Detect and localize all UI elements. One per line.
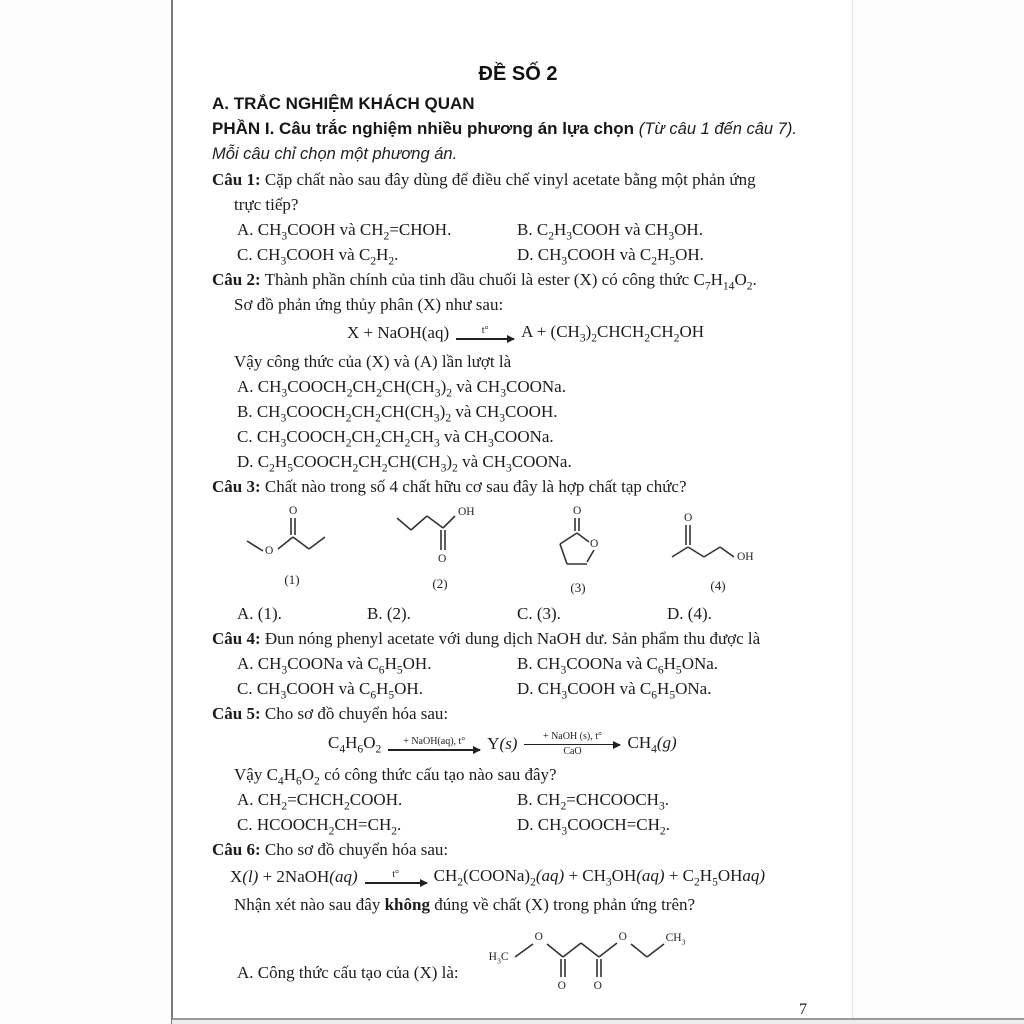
q1-option-a: A. $CH_3COOH$ và $CH_2=CHOH$. (237, 220, 452, 243)
structure-4-caption: (4) (710, 578, 726, 593)
q3-structures-row (242, 505, 824, 601)
q4-option-d: D. $CH_3COOH$ và $C_6H_5ONa$. (517, 679, 712, 702)
part1-heading-note: (Từ câu 1 đến câu 7). (638, 120, 797, 138)
page-title: ĐỀ SỐ 2 (478, 63, 558, 85)
q2-option-d: D. $C_2H_5COOCH_2CH_2CH(CH_3)_2$ và $CH_3COONa$. (237, 452, 572, 475)
q5-arrow-2-condition-bottom: CaO (563, 746, 582, 758)
page-right-border (852, 0, 853, 1024)
part1-heading (212, 117, 824, 143)
s1-ester-oxygen-label: O (265, 545, 274, 557)
q6-option-a-row (237, 921, 824, 997)
q5-options-row1 (237, 787, 824, 812)
q4-option-c: C. $CH_3COOH$ và $C_6H_5OH$. (237, 679, 423, 702)
q2-arrow-line (456, 338, 514, 340)
q5-text-line2: Vậy $C_4H_6O_2$ có công thức cấu tạo nào sau đây? (234, 765, 557, 788)
structure-2-block (394, 505, 486, 592)
q6-arrow-line (365, 882, 427, 884)
q5-arrow-1-line (388, 749, 480, 751)
q2-arrow-condition: t° (481, 325, 489, 337)
q1-options-row2 (237, 242, 824, 267)
q6-text-line2: Nhận xét nào sau đây không đúng về chất (X) trong phản ứng trên? (234, 895, 696, 914)
q6-reaction-arrow (365, 869, 427, 885)
q1-text-line1: Câu 1: Cặp chất nào sau đây dùng để điều chế vinyl acetate bằng một phản ứng (212, 170, 756, 189)
s1-carbonyl-oxygen-label: O (289, 505, 298, 517)
s2-carbonyl-oxygen-label: O (438, 553, 447, 565)
q5-scheme-mid: Y(s) (487, 734, 518, 753)
sx-ester-oxygen-right-label: O (618, 931, 627, 943)
q2-option-a: A. $CH_3COOCH_2CH_2CH(CH_3)_2$ và $CH_3COONa$. (237, 377, 566, 400)
q6-eq-left: X(l) + 2NaOH(aq) (230, 867, 358, 886)
q4-option-a: A. $CH_3COONa$ và $C_6H_5OH$. (237, 654, 432, 677)
q5-arrow-1-condition: + NaOH(aq), t° (403, 736, 466, 748)
q5-scheme-end: $CH_4(g)$ (627, 732, 677, 756)
sx-ester-oxygen-left-label: O (534, 931, 543, 943)
q1-option-c: C. $CH_3COOH$ và $C_2H_2$. (237, 245, 399, 268)
structure-4-hydroxy-ketone (668, 505, 768, 575)
structure-4-bonds (668, 505, 768, 575)
s2-hydroxyl-label: OH (458, 506, 475, 518)
q2-text-line3: Vậy công thức của (X) và (A) lần lượt là (234, 352, 512, 371)
structure-2-butanoic-acid (394, 505, 486, 573)
q5-scheme-start: $C_4H_6O_2$ (328, 732, 382, 756)
q2-eq-left: X + NaOH(aq) (347, 323, 450, 342)
q2-reaction-equation (347, 317, 824, 349)
q6-eq-right: $CH_2(COONa)_2(aq) + CH_3OH(aq)$ + $C_2H_5OHaq$) (433, 865, 766, 889)
q2-text-line1: Câu 2: Thành phần chính của tinh dầu chuối là ester (X) có công thức $C_7H_{14}O_2$. (212, 270, 757, 293)
q6-option-a-label: A. Công thức cấu tạo của (X) là: (237, 963, 459, 982)
q6-arrow-condition: t° (392, 869, 400, 881)
structure-1-caption: (1) (284, 572, 300, 587)
q5-arrow-2-line (524, 744, 620, 746)
structure-2-caption: (2) (432, 576, 448, 591)
q3-options-row (237, 601, 824, 626)
part1-heading-bold: PHẦN I. Câu trắc nghiệm nhiều phương án lựa chọn (212, 119, 639, 138)
q1-text-line2: trực tiếp? (234, 195, 299, 214)
q4-options-row1 (237, 651, 824, 676)
q3-option-c: C. (3). (517, 604, 561, 623)
q3-option-d: D. (4). (667, 604, 712, 623)
q1-option-d: D. $CH_3COOH$ và $C_2H_5OH$. (517, 245, 704, 268)
instruction-line: Mỗi câu chỉ chọn một phương án. (212, 145, 458, 163)
q5-option-d: D. $CH_3COOCH=CH_2$. (517, 815, 670, 838)
s3-ring-oxygen-label: O (590, 538, 599, 550)
q4-text-line1: Câu 4: Đun nóng phenyl acetate với dung dịch NaOH dư. Sản phẩm thu được là (212, 629, 761, 648)
q2-reaction-arrow (456, 325, 514, 341)
q3-option-b: B. (2). (367, 604, 411, 623)
q5-option-c: C. $HCOOCH_2CH=CH_2$. (237, 815, 402, 838)
q2-text-line2: Sơ đồ phản ứng thủy phân (X) như sau: (234, 295, 504, 314)
structure-x-malonate-diester (487, 921, 713, 997)
q5-options-row2 (237, 812, 824, 837)
s4-carbonyl-oxygen-label: O (684, 512, 693, 524)
exam-page-content (173, 0, 852, 1018)
s4-hydroxyl-label: OH (737, 551, 754, 563)
structure-1-block (242, 505, 342, 588)
q1-option-b: B. $C_2H_3COOH$ và $CH_3OH$. (517, 220, 703, 243)
q5-arrow-2-condition-top: + NaOH (s), t° (542, 730, 603, 742)
q5-option-b: B. $CH_2=CHCOOCH_3$. (517, 790, 669, 813)
sx-ethyl-methyl-label: $CH_3$ (665, 932, 686, 947)
structure-1-methyl-propanoate (242, 505, 342, 569)
q3-text-line1: Câu 3: Chất nào trong số 4 chất hữu cơ sau đây là hợp chất tạp chức? (212, 477, 687, 496)
section-a-heading: A. TRẮC NGHIỆM KHÁCH QUAN (212, 94, 475, 113)
q4-option-b: B. $CH_3COONa$ và $C_6H_5ONa$. (517, 654, 719, 677)
sx-carbonyl-oxygen-right-label: O (593, 980, 602, 992)
structure-3-lactone (544, 505, 612, 577)
q6-text-line1: Câu 6: Cho sơ đồ chuyển hóa sau: (212, 840, 449, 859)
q1-options-row1 (237, 217, 824, 242)
q2-option-c: C. $CH_3COOCH_2CH_2CH_2CH_3$ và $CH_3COONa$. (237, 427, 554, 450)
structure-3-block (544, 505, 612, 596)
structure-4-block (668, 505, 768, 594)
q5-arrow-1 (388, 736, 480, 752)
s3-carbonyl-oxygen-label: O (573, 505, 582, 517)
q2-eq-right: $A + (CH_3)_2CHCH_2CH_2OH$ (521, 321, 705, 345)
structure-3-caption: (3) (570, 580, 586, 595)
q3-option-a: A. (1). (237, 604, 282, 623)
q5-arrow-2 (524, 731, 620, 758)
q6-reaction-equation (230, 862, 824, 892)
sx-methyl-label: $H_3C$ (488, 951, 509, 966)
q5-option-a: A. $CH_2=CHCH_2COOH$. (237, 790, 403, 813)
q5-text-line1: Câu 5: Cho sơ đồ chuyển hóa sau: (212, 704, 449, 723)
q4-options-row2 (237, 676, 824, 701)
q5-conversion-scheme (328, 726, 824, 762)
q2-option-b: B. $CH_3COOCH_2CH_2CH(CH_3)_2$ và $CH_3COOH$. (237, 402, 558, 425)
sx-carbonyl-oxygen-left-label: O (557, 980, 566, 992)
page-number: 7 (799, 1001, 807, 1018)
